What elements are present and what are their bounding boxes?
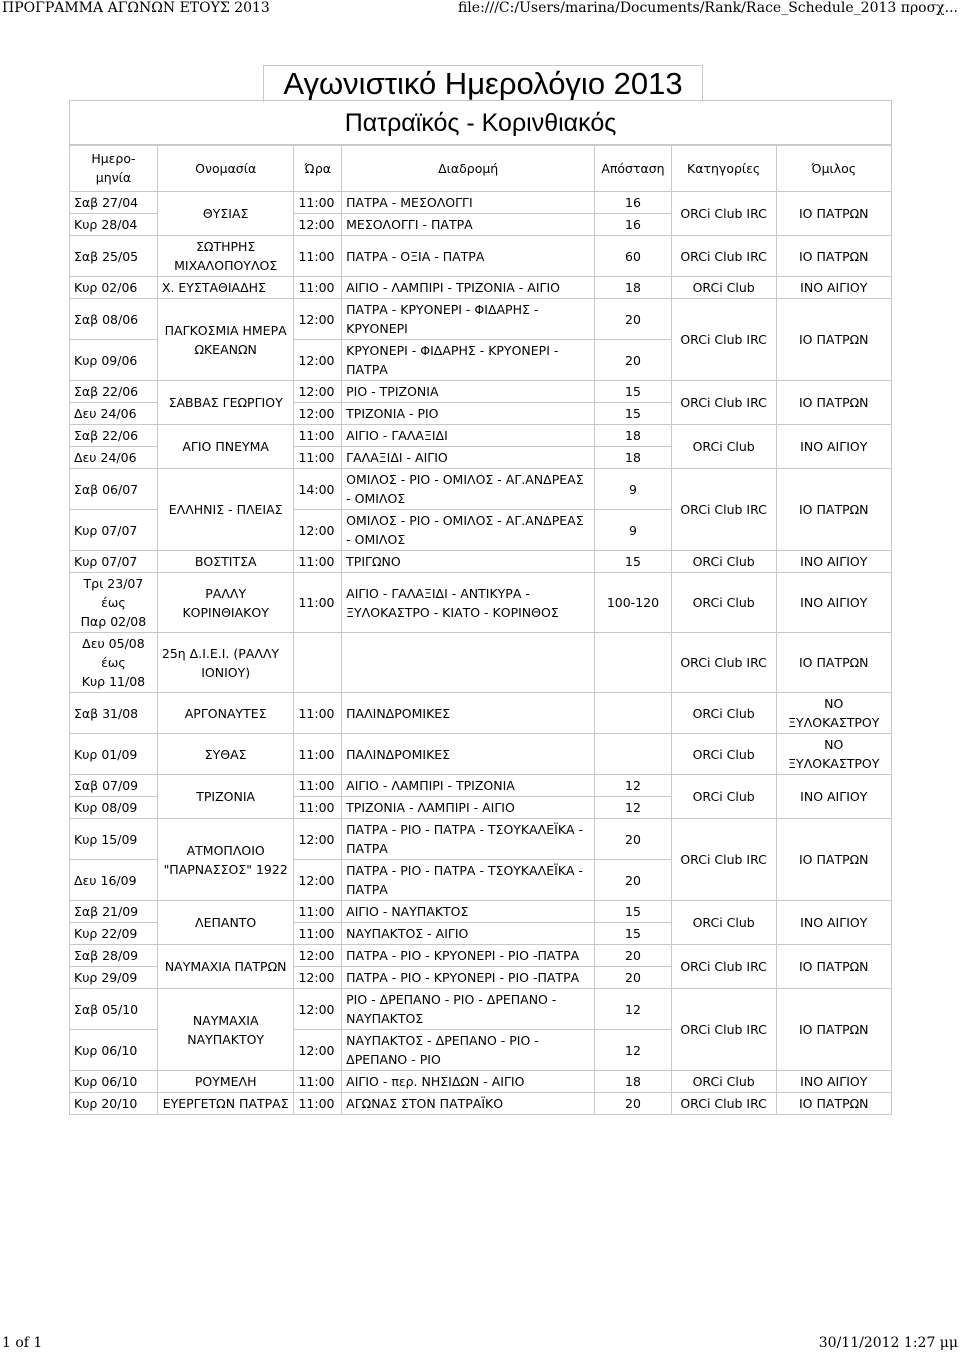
time-cell: 11:00 <box>294 425 342 447</box>
time-cell: 11:00 <box>294 573 342 633</box>
date-cell: Δευ 05/08 έως Κυρ 11/08 <box>70 633 158 693</box>
time-cell: 12:00 <box>294 403 342 425</box>
time-cell: 11:00 <box>294 236 342 277</box>
table-row <box>70 469 892 510</box>
date-cell: Κυρ 15/09 <box>70 819 158 860</box>
time-cell: 11:00 <box>294 923 342 945</box>
club-cell: ΙΝΟ ΑΙΓΙΟΥ <box>776 901 891 945</box>
category-cell: ORCi Club IRC <box>671 381 776 425</box>
club-cell: ΙΟ ΠΑΤΡΩΝ <box>776 236 891 277</box>
route-cell: ΡΙΟ - ΔΡΕΠΑΝΟ - ΡΙΟ - ΔΡΕΠΑΝΟ - ΝΑΥΠΑΚΤΟΣ <box>342 989 595 1030</box>
table-row <box>70 901 892 923</box>
race-name: ΒΟΣΤΙΤΣΑ <box>157 551 294 573</box>
category-cell: ORCi Club IRC <box>671 633 776 693</box>
distance-cell: 15 <box>595 551 672 573</box>
distance-cell: 18 <box>595 1071 672 1093</box>
route-cell: ΠΑΤΡΑ - ΟΞΙΑ - ΠΑΤΡΑ <box>342 236 595 277</box>
distance-cell: 12 <box>595 989 672 1030</box>
race-name: 25η Δ.Ι.Ε.Ι. (ΡΑΛΛΥ ΙΟΝΙΟΥ) <box>157 633 294 693</box>
table-row <box>70 945 892 967</box>
category-cell: ORCi Club IRC <box>671 819 776 901</box>
table-row <box>70 633 892 693</box>
time-cell: 11:00 <box>294 277 342 299</box>
date-cell: Δευ 24/06 <box>70 447 158 469</box>
window-title: ΠΡΟΓΡΑΜΜΑ ΑΓΩΝΩΝ ΕΤΟΥΣ 2013 <box>2 0 270 16</box>
time-cell: 14:00 <box>294 469 342 510</box>
race-name: ΣΥΘΑΣ <box>157 734 294 775</box>
distance-cell: 15 <box>595 901 672 923</box>
time-cell: 11:00 <box>294 551 342 573</box>
club-cell: ΙΟ ΠΑΤΡΩΝ <box>776 192 891 236</box>
route-cell: ΠΑΤΡΑ - ΡΙΟ - ΚΡΥΟΝΕΡΙ - ΡΙΟ -ΠΑΤΡΑ <box>342 945 595 967</box>
category-cell: ORCi Club <box>671 693 776 734</box>
race-name: ΕΥΕΡΓΕΤΩΝ ΠΑΤΡΑΣ <box>157 1093 294 1115</box>
race-name: ΣΩΤΗΡΗΣ ΜΙΧΑΛΟΠΟΥΛΟΣ <box>157 236 294 277</box>
club-cell: ΙΟ ΠΑΤΡΩΝ <box>776 945 891 989</box>
header-time: Ώρα <box>294 145 342 192</box>
distance-cell <box>595 734 672 775</box>
page-subtitle: Πατραϊκός - Κορινθιακός <box>69 100 892 146</box>
time-cell: 11:00 <box>294 734 342 775</box>
race-name: ΠΑΓΚΟΣΜΙΑ ΗΜΕΡΑ ΩΚΕΑΝΩΝ <box>157 299 294 381</box>
distance-cell: 15 <box>595 381 672 403</box>
distance-cell: 18 <box>595 277 672 299</box>
club-cell: ΙΟ ΠΑΤΡΩΝ <box>776 633 891 693</box>
category-cell: ORCi Club <box>671 734 776 775</box>
distance-cell <box>595 693 672 734</box>
distance-cell: 20 <box>595 299 672 340</box>
date-cell: Κυρ 06/10 <box>70 1071 158 1093</box>
distance-cell: 15 <box>595 923 672 945</box>
distance-cell: 12 <box>595 797 672 819</box>
club-cell: ΙΝΟ ΑΙΓΙΟΥ <box>776 775 891 819</box>
time-cell: 12:00 <box>294 989 342 1030</box>
distance-cell: 20 <box>595 967 672 989</box>
date-cell: Σαβ 21/09 <box>70 901 158 923</box>
distance-cell: 60 <box>595 236 672 277</box>
time-cell: 11:00 <box>294 1071 342 1093</box>
date-cell: Σαβ 31/08 <box>70 693 158 734</box>
route-cell: ΠΑΤΡΑ - ΜΕΣΟΛΟΓΓΙ <box>342 192 595 214</box>
club-cell: ΙΝΟ ΑΙΓΙΟΥ <box>776 425 891 469</box>
club-cell: ΙΟ ΠΑΤΡΩΝ <box>776 819 891 901</box>
print-timestamp: 30/11/2012 1:27 μμ <box>818 1335 958 1351</box>
club-cell: ΙΝΟ ΑΙΓΙΟΥ <box>776 1071 891 1093</box>
club-cell: ΙΝΟ ΑΙΓΙΟΥ <box>776 277 891 299</box>
date-cell: Τρι 23/07 έως Παρ 02/08 <box>70 573 158 633</box>
header-distance: Απόσταση <box>595 145 672 192</box>
route-cell: ΝΑΥΠΑΚΤΟΣ - ΔΡΕΠΑΝΟ - ΡΙΟ - ΔΡΕΠΑΝΟ - ΡΙΟ <box>342 1030 595 1071</box>
club-cell: ΝΟ ΞΥΛΟΚΑΣΤΡΟΥ <box>776 734 891 775</box>
header-route: Διαδρομή <box>342 145 595 192</box>
header-name: Ονομασία <box>157 145 294 192</box>
time-cell: 12:00 <box>294 967 342 989</box>
route-cell: ΡΙΟ - ΤΡΙΖΟΝΙΑ <box>342 381 595 403</box>
route-cell: ΟΜΙΛΟΣ - ΡΙΟ - ΟΜΙΛΟΣ - ΑΓ.ΑΝΔΡΕΑΣ - ΟΜΙΛΟΣ <box>342 510 595 551</box>
distance-cell: 20 <box>595 945 672 967</box>
table-row <box>70 551 892 573</box>
date-cell: Δευ 16/09 <box>70 860 158 901</box>
time-cell: 11:00 <box>294 693 342 734</box>
route-cell: ΑΙΓΙΟ - ΓΑΛΑΞΙΔΙ <box>342 425 595 447</box>
distance-cell: 12 <box>595 1030 672 1071</box>
distance-cell: 20 <box>595 819 672 860</box>
page-counter: 1 of 1 <box>2 1335 43 1351</box>
distance-cell: 15 <box>595 403 672 425</box>
category-cell: ORCi Club <box>671 573 776 633</box>
category-cell: ORCi Club <box>671 425 776 469</box>
window-url: file:///C:/Users/marina/Documents/Rank/Race_Schedule_2013 προσχ... <box>457 0 958 16</box>
time-cell: 12:00 <box>294 819 342 860</box>
category-cell: ORCi Club <box>671 1071 776 1093</box>
time-cell: 11:00 <box>294 797 342 819</box>
category-cell: ORCi Club <box>671 775 776 819</box>
route-cell: ΠΑΤΡΑ - ΚΡΥΟΝΕΡΙ - ΦΙΔΑΡΗΣ - ΚΡΥΟΝΕΡΙ <box>342 299 595 340</box>
route-cell: ΠΑΤΡΑ - ΡΙΟ - ΠΑΤΡΑ - ΤΣΟΥΚΑΛΕΪΚΑ - ΠΑΤΡΑ <box>342 860 595 901</box>
table-row <box>70 734 892 775</box>
date-cell: Κυρ 06/10 <box>70 1030 158 1071</box>
date-cell: Σαβ 22/06 <box>70 425 158 447</box>
category-cell: ORCi Club IRC <box>671 469 776 551</box>
date-cell: Κυρ 08/09 <box>70 797 158 819</box>
time-cell: 12:00 <box>294 945 342 967</box>
header-categories: Κατηγορίες <box>671 145 776 192</box>
category-cell: ORCi Club <box>671 551 776 573</box>
club-cell: ΙΟ ΠΑΤΡΩΝ <box>776 469 891 551</box>
route-cell: ΑΓΩΝΑΣ ΣΤΟΝ ΠΑΤΡΑΪΚΟ <box>342 1093 595 1115</box>
distance-cell: 18 <box>595 425 672 447</box>
race-name: ΝΑΥΜΑΧΙΑ ΝΑΥΠΑΚΤΟΥ <box>157 989 294 1071</box>
route-cell: ΜΕΣΟΛΟΓΓΙ - ΠΑΤΡΑ <box>342 214 595 236</box>
route-cell: ΚΡΥΟΝΕΡΙ - ΦΙΔΑΡΗΣ - ΚΡΥΟΝΕΡΙ - ΠΑΤΡΑ <box>342 340 595 381</box>
table-row <box>70 299 892 340</box>
category-cell: ORCi Club <box>671 901 776 945</box>
category-cell: ORCi Club IRC <box>671 1093 776 1115</box>
route-cell: ΠΑΤΡΑ - ΡΙΟ - ΠΑΤΡΑ - ΤΣΟΥΚΑΛΕΪΚΑ - ΠΑΤΡΑ <box>342 819 595 860</box>
table-row <box>70 1093 892 1115</box>
route-cell: ΤΡΙΖΟΝΙΑ - ΛΑΜΠΙΡΙ - ΑΙΓΙΟ <box>342 797 595 819</box>
race-name: ΑΓΙΟ ΠΝΕΥΜΑ <box>157 425 294 469</box>
date-cell: Σαβ 28/09 <box>70 945 158 967</box>
table-row <box>70 573 892 633</box>
header-club: Όμιλος <box>776 145 891 192</box>
distance-cell: 100-120 <box>595 573 672 633</box>
route-cell: ΝΑΥΠΑΚΤΟΣ - ΑΙΓΙΟ <box>342 923 595 945</box>
route-cell: ΑΙΓΙΟ - ΛΑΜΠΙΡΙ - ΤΡΙΖΟΝΙΑ - ΑΙΓΙΟ <box>342 277 595 299</box>
date-cell: Δευ 24/06 <box>70 403 158 425</box>
date-cell: Σαβ 25/05 <box>70 236 158 277</box>
category-cell: ORCi Club IRC <box>671 989 776 1071</box>
category-cell: ORCi Club <box>671 277 776 299</box>
race-name: ΑΡΓΟΝΑΥΤΕΣ <box>157 693 294 734</box>
route-cell: ΑΙΓΙΟ - περ. ΝΗΣΙΔΩΝ - ΑΙΓΙΟ <box>342 1071 595 1093</box>
time-cell: 12:00 <box>294 214 342 236</box>
club-cell: ΙΟ ΠΑΤΡΩΝ <box>776 381 891 425</box>
club-cell: ΙΝΟ ΑΙΓΙΟΥ <box>776 551 891 573</box>
route-cell: ΟΜΙΛΟΣ - ΡΙΟ - ΟΜΙΛΟΣ - ΑΓ.ΑΝΔΡΕΑΣ - ΟΜΙΛΟΣ <box>342 469 595 510</box>
club-cell: ΙΟ ΠΑΤΡΩΝ <box>776 989 891 1071</box>
route-cell <box>342 633 595 693</box>
time-cell: 12:00 <box>294 860 342 901</box>
table-row <box>70 192 892 214</box>
route-cell: ΑΙΓΙΟ - ΓΑΛΑΞΙΔΙ - ΑΝΤΙΚΥΡΑ - ΞΥΛΟΚΑΣΤΡΟ - ΚΙΑΤΟ - ΚΟΡΙΝΘΟΣ <box>342 573 595 633</box>
route-cell: ΑΙΓΙΟ - ΛΑΜΠΙΡΙ - ΤΡΙΖΟΝΙΑ <box>342 775 595 797</box>
category-cell: ORCi Club IRC <box>671 236 776 277</box>
club-cell: ΙΝΟ ΑΙΓΙΟΥ <box>776 573 891 633</box>
distance-cell: 18 <box>595 447 672 469</box>
route-cell: ΠΑΤΡΑ - ΡΙΟ - ΚΡΥΟΝΕΡΙ - ΡΙΟ -ΠΑΤΡΑ <box>342 967 595 989</box>
table-row <box>70 236 892 277</box>
date-cell: Κυρ 09/06 <box>70 340 158 381</box>
time-cell: 12:00 <box>294 1030 342 1071</box>
distance-cell: 16 <box>595 214 672 236</box>
date-cell: Κυρ 07/07 <box>70 510 158 551</box>
race-name: Χ. ΕΥΣΤΑΘΙΑΔΗΣ <box>157 277 294 299</box>
date-cell: Κυρ 20/10 <box>70 1093 158 1115</box>
table-row <box>70 775 892 797</box>
category-cell: ORCi Club IRC <box>671 945 776 989</box>
date-cell: Σαβ 06/07 <box>70 469 158 510</box>
time-cell: 12:00 <box>294 381 342 403</box>
time-cell: 12:00 <box>294 299 342 340</box>
date-cell: Σαβ 22/06 <box>70 381 158 403</box>
date-cell: Σαβ 27/04 <box>70 192 158 214</box>
route-cell: ΑΙΓΙΟ - ΝΑΥΠΑΚΤΟΣ <box>342 901 595 923</box>
route-cell: ΠΑΛΙΝΔΡΟΜΙΚΕΣ <box>342 693 595 734</box>
route-cell: ΓΑΛΑΞΙΔΙ - ΑΙΓΙΟ <box>342 447 595 469</box>
club-cell: ΙΟ ΠΑΤΡΩΝ <box>776 1093 891 1115</box>
route-cell: ΠΑΛΙΝΔΡΟΜΙΚΕΣ <box>342 734 595 775</box>
distance-cell: 12 <box>595 775 672 797</box>
table-row <box>70 819 892 860</box>
club-cell: ΝΟ ΞΥΛΟΚΑΣΤΡΟΥ <box>776 693 891 734</box>
table-row <box>70 989 892 1030</box>
date-cell: Σαβ 05/10 <box>70 989 158 1030</box>
time-cell <box>294 633 342 693</box>
table-row <box>70 381 892 403</box>
date-cell: Κυρ 22/09 <box>70 923 158 945</box>
distance-cell: 16 <box>595 192 672 214</box>
date-cell: Σαβ 08/06 <box>70 299 158 340</box>
distance-cell <box>595 633 672 693</box>
route-cell: ΤΡΙΖΟΝΙΑ - ΡΙΟ <box>342 403 595 425</box>
category-cell: ORCi Club IRC <box>671 192 776 236</box>
time-cell: 11:00 <box>294 447 342 469</box>
time-cell: 11:00 <box>294 1093 342 1115</box>
race-name: ΘΥΣΙΑΣ <box>157 192 294 236</box>
date-cell: Κυρ 02/06 <box>70 277 158 299</box>
time-cell: 11:00 <box>294 901 342 923</box>
time-cell: 12:00 <box>294 340 342 381</box>
route-cell: ΤΡΙΓΩΝΟ <box>342 551 595 573</box>
date-cell: Σαβ 07/09 <box>70 775 158 797</box>
race-name: ΤΡΙΖΟΝΙΑ <box>157 775 294 819</box>
date-cell: Κυρ 01/09 <box>70 734 158 775</box>
race-name: ΡΑΛΛΥ ΚΟΡΙΝΘΙΑΚΟΥ <box>157 573 294 633</box>
distance-cell: 9 <box>595 469 672 510</box>
time-cell: 11:00 <box>294 775 342 797</box>
distance-cell: 20 <box>595 860 672 901</box>
table-row <box>70 1071 892 1093</box>
header-date: Ημερο- μηνία <box>70 145 158 192</box>
time-cell: 12:00 <box>294 510 342 551</box>
browser-print-footer <box>0 1333 960 1355</box>
page-title: Αγωνιστικό Ημερολόγιο 2013 <box>263 65 703 102</box>
club-cell: ΙΟ ΠΑΤΡΩΝ <box>776 299 891 381</box>
table-row <box>70 693 892 734</box>
date-cell: Κυρ 28/04 <box>70 214 158 236</box>
distance-cell: 20 <box>595 1093 672 1115</box>
date-cell: Κυρ 07/07 <box>70 551 158 573</box>
table-header-row <box>70 145 892 192</box>
race-name: ΣΑΒΒΑΣ ΓΕΩΡΓΙΟΥ <box>157 381 294 425</box>
race-name: ΝΑΥΜΑΧΙΑ ΠΑΤΡΩΝ <box>157 945 294 989</box>
table-row <box>70 425 892 447</box>
race-name: ΑΤΜΟΠΛΟΙΟ "ΠΑΡΝΑΣΣΟΣ" 1922 <box>157 819 294 901</box>
time-cell: 11:00 <box>294 192 342 214</box>
race-name: ΛΕΠΑΝΤΟ <box>157 901 294 945</box>
race-name: ΕΛΛΗΝΙΣ - ΠΛΕΙΑΣ <box>157 469 294 551</box>
date-cell: Κυρ 29/09 <box>70 967 158 989</box>
race-name: ΡΟΥΜΕΛΗ <box>157 1071 294 1093</box>
category-cell: ORCi Club IRC <box>671 299 776 381</box>
table-row <box>70 277 892 299</box>
schedule-table <box>69 144 892 1115</box>
distance-cell: 9 <box>595 510 672 551</box>
distance-cell: 20 <box>595 340 672 381</box>
browser-print-header <box>0 0 960 20</box>
